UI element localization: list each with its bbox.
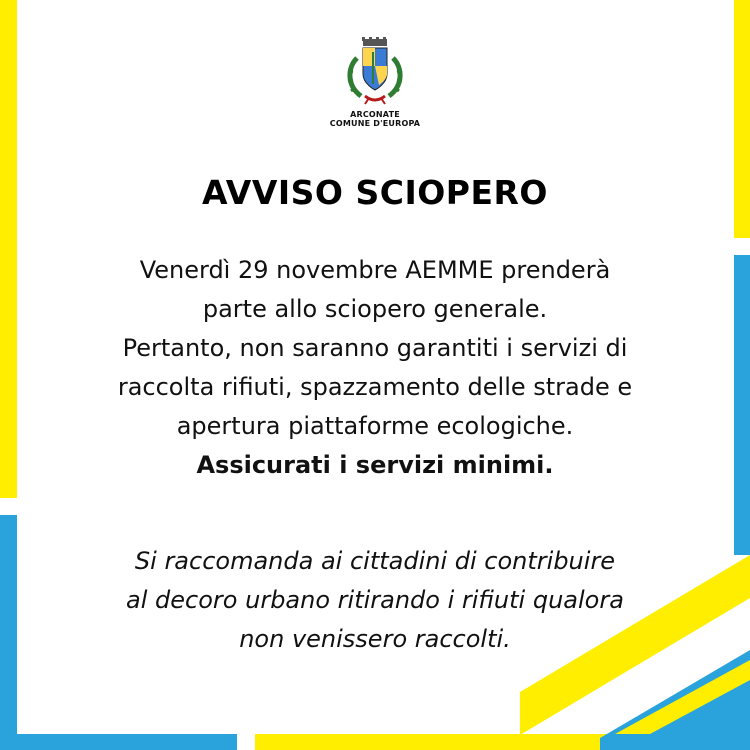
appeal-line: non venissero raccolti. [239,625,511,653]
emphasis-line: Assicurati i servizi minimi. [196,451,554,479]
appeal-line: al decoro urbano ritirando i rifiuti qualora [126,586,624,614]
body-line: parte allo sciopero generale. [202,295,548,323]
body-line: Pertanto, non saranno garantiti i servizi di [122,334,628,362]
org-motto: COMUNE D'EUROPA [329,119,421,128]
org-name: ARCONATE [350,110,400,119]
appeal-line: Si raccomanda ai cittadini di contribuire [134,547,616,575]
body-line: apertura piattaforme ecologiche. [176,412,574,440]
body-line: raccolta rifiuti, spazzamento delle strade e [117,373,633,401]
coat-of-arms-icon [335,36,415,108]
body-line: Venerdì 29 novembre AEMME prenderà [139,256,611,284]
notice-title: AVVISO SCIOPERO [202,173,548,212]
